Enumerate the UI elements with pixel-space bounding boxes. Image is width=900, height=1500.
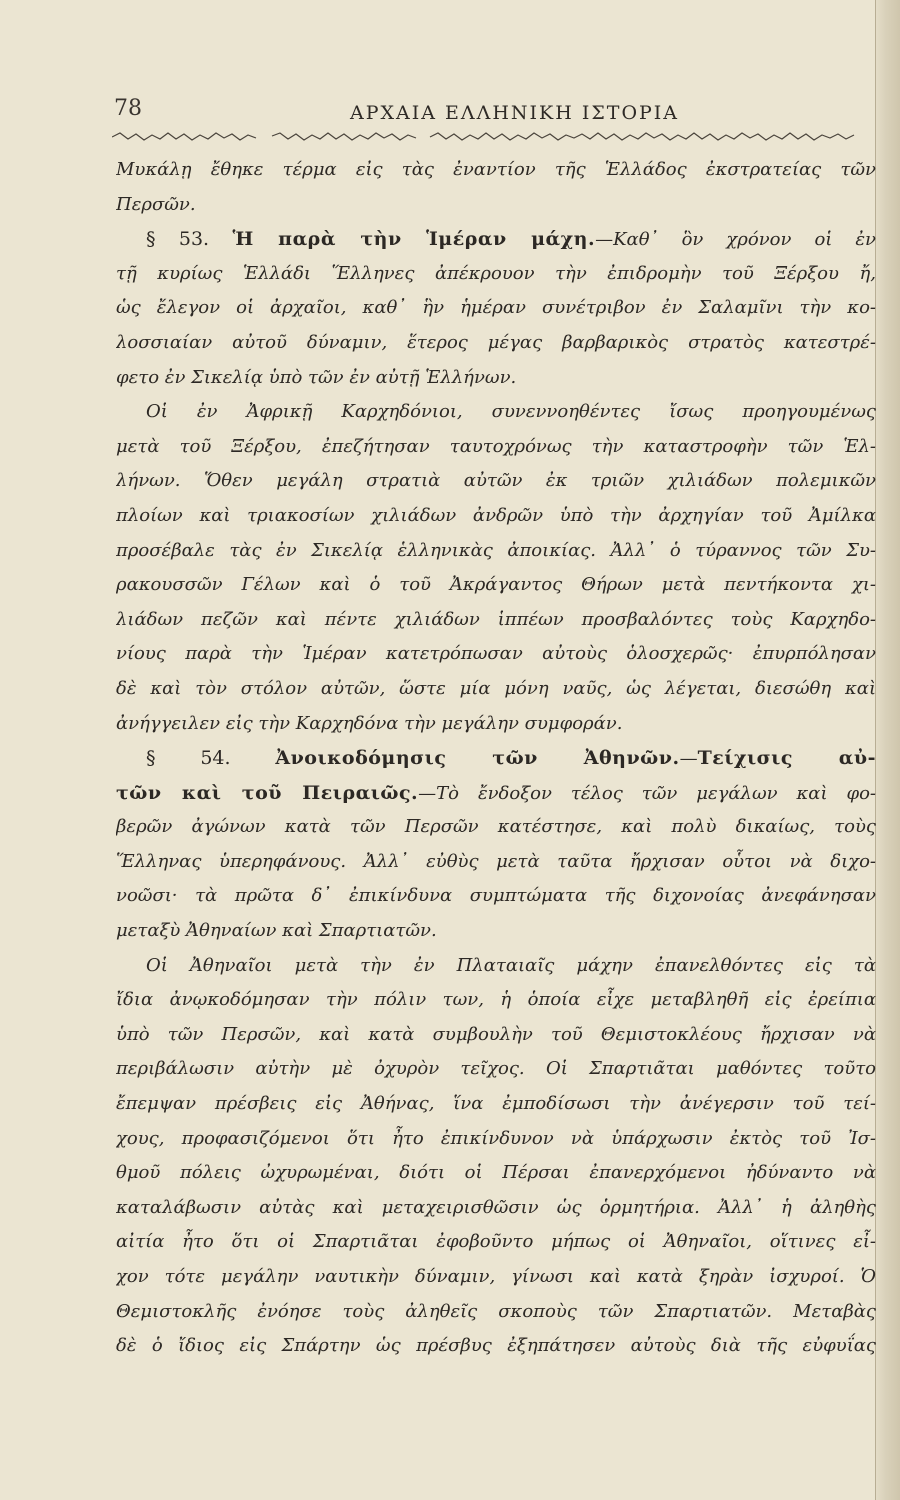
text-line [116,361,876,396]
text-line [116,395,876,430]
text-line [116,1087,876,1122]
text-line [116,707,876,742]
text-run: ἔπεμψαν πρέσβεις εἰς Ἀθήνας, ἵνα ἐμποδίσωσι τὴν ἀνέγερσιν τοῦ τεί- [116,1093,876,1115]
page-number: 78 [114,96,142,121]
body-text [116,153,876,1364]
text-run: φετο ἐν Σικελίᾳ ὑπὸ τῶν ἐν αὐτῇ Ἑλλήνων. [116,366,517,388]
text-run: Οἱ ἐν Ἀφρικῇ Καρχηδόνιοι, συνεννοηθέντες ἴσως προηγουμένως [146,401,876,423]
text-line [116,257,876,292]
text-run: ἀνήγγειλεν εἰς τὴν Καρχηδόνα τὴν μεγάλην συμφοράν. [116,712,623,734]
text-run: βερῶν ἀγώνων κατὰ τῶν Περσῶν κατέστησε, καὶ πολὺ δικαίως, τοὺς [116,816,876,838]
section-heading: Τείχισις αὐ- [697,747,876,770]
text-line [116,153,876,188]
text-run: νοῶσι· τὰ πρῶτα δ᾽ ἐπικίνδυνα συμπτώματα τῆς διχονοίας ἀνεφάνησαν [116,885,876,907]
page-header [110,96,870,132]
text-line [116,1295,876,1330]
text-run: Οἱ Ἀθηναῖοι μετὰ τὴν ἐν Πλαταιαῖς μάχην ἐπανελθόντες εἰς τὰ [146,954,876,976]
text-run: Ἕλληνας ὑπερηφάνους. Ἀλλ᾽ εὐθὺς μετὰ ταῦτα ἤρχισαν οὗτοι νὰ διχο- [116,850,876,872]
text-run: ἴδια ἀνῳκοδόμησαν τὴν πόλιν των, ἡ ὁποία εἶχε μεταβληθῆ εἰς ἐρείπια [116,989,876,1011]
text-line [116,949,876,984]
text-run: δὲ ὁ ἴδιος εἰς Σπάρτην ὡς πρέσβυς ἐξηπάτησεν αὐτοὺς διὰ τῆς εὐφυΐας [116,1335,876,1357]
text-run: λοσσιαίαν αὐτοῦ δύναμιν, ἕτερος μέγας βαρβαρικὸς στρατὸς κατεστρέ- [116,331,876,353]
text-run: χον τότε μεγάλην ναυτικὴν δύναμιν, γίνωσι καὶ κατὰ ξηρὰν ἰσχυροί. Ὁ [116,1266,876,1287]
text-run: μεταξὺ Ἀθηναίων καὶ Σπαρτιατῶν. [116,920,437,942]
text-run: λήνων. Ὅθεν μεγάλη στρατιὰ αὐτῶν ἐκ τριῶν χιλιάδων πολεμικῶν [116,470,876,492]
text-run: προσέβαλε τὰς ἐν Σικελίᾳ ἑλληνικὰς ἀποικίας. Ἀλλ᾽ ὁ τύραννος τῶν Συ- [116,539,876,561]
section-heading: Ἀνοικοδόμησις τῶν Ἀθηνῶν. [275,747,680,770]
text-line [116,1052,876,1087]
text-run: περιβάλωσιν αὐτὴν μὲ ὀχυρὸν τεῖχος. Οἱ Σπαρτιᾶται μαθόντες τοῦτο [116,1058,876,1080]
section-number: § 53. [146,228,233,251]
text-run: καταλάβωσιν αὐτὰς καὶ μεταχειρισθῶσιν ὡς ὁρμητήρια. Ἀλλ᾽ ἡ ἀληθὴς [116,1196,876,1218]
text-line [116,637,876,672]
em-dash: — [595,229,614,251]
em-dash: — [679,748,698,770]
text-run: Καθ᾽ ὃν χρόνον οἱ ἐν [613,229,876,251]
text-run: τῇ κυρίως Ἑλλάδι Ἕλληνες ἀπέκρουον τὴν ἐπιδρομὴν τοῦ Ξέρξου ἤ, [116,262,876,284]
text-run: ὑπὸ τῶν Περσῶν, καὶ κατὰ συμβουλὴν τοῦ Θεμιστοκλέους ἤρχισαν νὰ [116,1023,876,1045]
text-line [116,810,876,845]
text-line [116,1156,876,1191]
text-line [116,499,876,534]
text-run: Θεμιστοκλῆς ἐνόησε τοὺς ἀληθεῖς σκοποὺς τῶν Σπαρτιατῶν. Μεταβὰς [116,1300,876,1322]
text-line [116,1225,876,1260]
text-run: λιάδων πεζῶν καὶ πέντε χιλιάδων ἱππέων προσβαλόντες τοὺς Καρχηδο- [116,608,876,630]
section-heading: τῶν καὶ τοῦ Πειραιῶς. [116,781,419,804]
text-line [116,1122,876,1157]
text-line [116,914,876,949]
text-line [116,603,876,638]
text-line [116,776,876,811]
text-run: ρακουσσῶν Γέλων καὶ ὁ τοῦ Ἀκράγαντος Θήρων μετὰ πεντήκοντα χι- [116,574,876,596]
text-line [116,568,876,603]
text-line [116,188,876,223]
text-run: ὡς ἔλεγον οἱ ἀρχαῖοι, καθ᾽ ἣν ἡμέραν συνέτριβον ἐν Σαλαμῖνι τὴν κο- [116,297,876,319]
text-run: μετὰ τοῦ Ξέρξου, ἐπεζήτησαν ταυτοχρόνως τὴν καταστροφὴν τῶν Ἑλ- [116,435,876,457]
text-run: Μυκάλῃ ἔθηκε τέρμα εἰς τὰς ἐναντίον τῆς Ἑλλάδος ἐκστρατείας τῶν [116,159,876,180]
text-run: θμοῦ πόλεις ὠχυρωμέναι, διότι οἱ Πέρσαι ἐπανερχόμενοι ἠδύναντο νὰ [116,1162,876,1184]
text-line [116,879,876,914]
text-line [116,1260,876,1295]
header-ornament-rule [112,130,872,144]
page-gutter-shadow [875,0,900,1500]
running-title: ΑΡΧΑΙΑ ΕΛΛΗΝΙΚΗ ΙΣΤΟΡΙΑ [350,102,680,124]
text-run: δὲ καὶ τὸν στόλον αὐτῶν, ὥστε μία μόνη ναῦς, ὡς λέγεται, διεσώθη καὶ [116,677,876,699]
text-line [116,983,876,1018]
text-line [116,291,876,326]
text-run: αἰτία ἦτο ὅτι οἱ Σπαρτιᾶται ἐφοβοῦντο μήπως οἱ Ἀθηναῖοι, οἵτινες εἶ- [116,1231,876,1253]
text-line [116,672,876,707]
text-line [116,1191,876,1226]
text-run: πλοίων καὶ τριακοσίων χιλιάδων ἀνδρῶν ὑπὸ τὴν ἀρχηγίαν τοῦ Ἀμίλκα [116,504,876,526]
section-heading: Ἡ παρὰ τὴν Ἱμέραν μάχη. [232,228,596,251]
text-line [116,222,876,257]
text-line [116,1018,876,1053]
section-number: § 54. [146,747,276,770]
text-line [116,534,876,569]
text-line [116,326,876,361]
text-line [116,464,876,499]
text-run: νίους παρὰ τὴν Ἱμέραν κατετρόπωσαν αὐτοὺς ὁλοσχερῶς· ἐπυρπόλησαν [116,643,876,665]
text-line [116,741,876,776]
text-line [116,1329,876,1364]
text-run: Περσῶν. [116,193,196,215]
text-run: Τὸ ἔνδοξον τέλος τῶν μεγάλων καὶ φο- [436,782,876,804]
text-run: χους, προφασιζόμενοι ὅτι ἦτο ἐπικίνδυνον νὰ ὑπάρχωσιν ἐκτὸς τοῦ Ἰσ- [116,1127,876,1149]
text-line [116,845,876,880]
text-line [116,430,876,465]
em-dash: — [418,782,437,804]
